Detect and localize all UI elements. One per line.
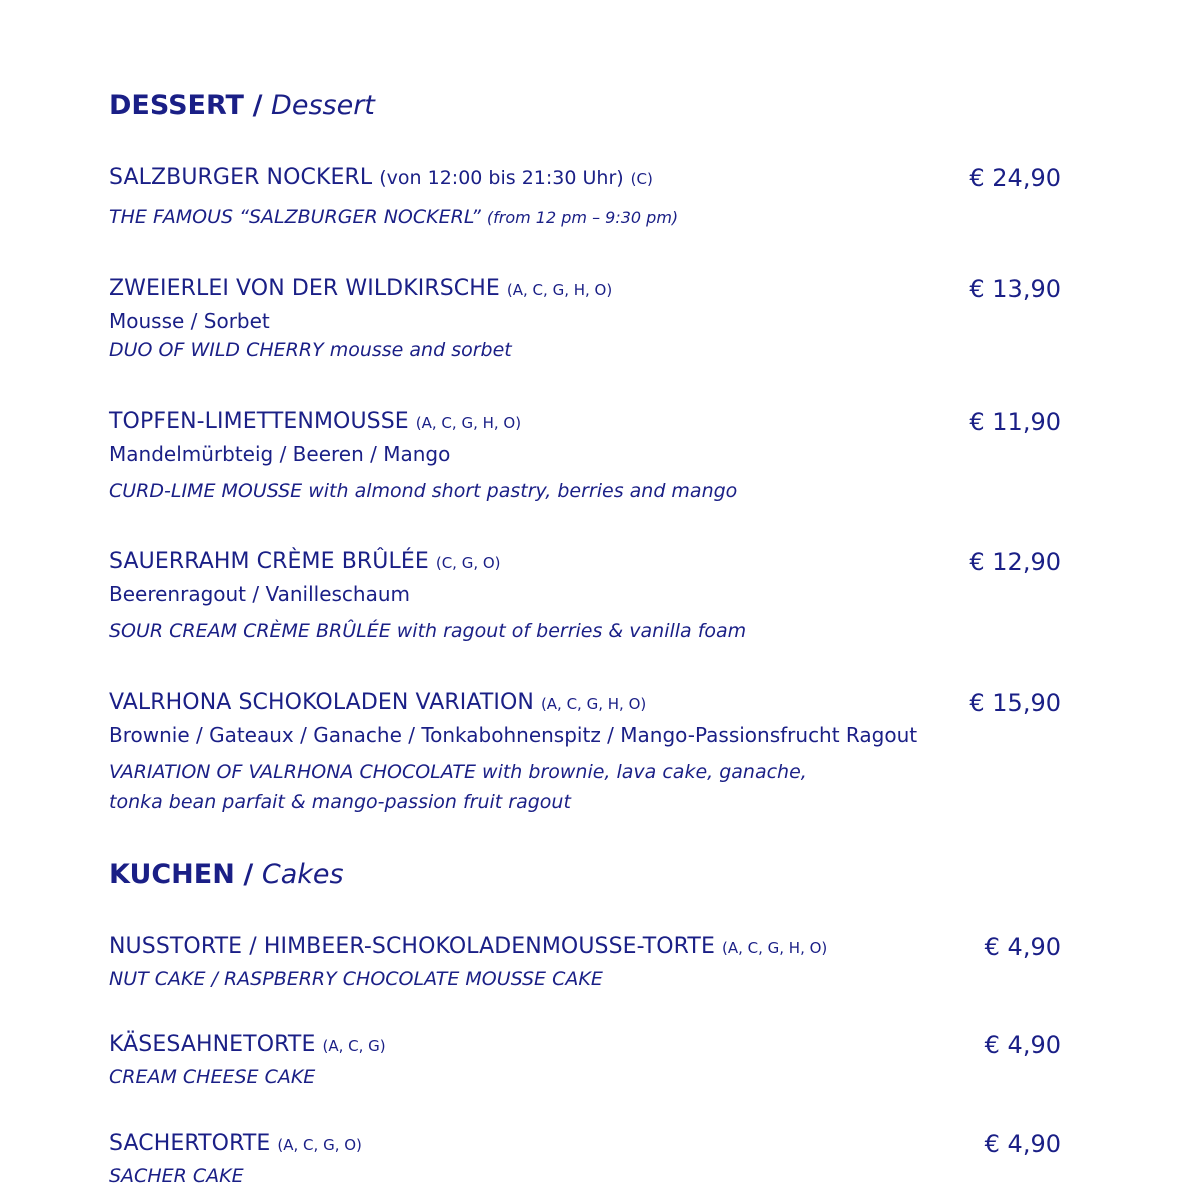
heading-title-en: Dessert xyxy=(271,90,375,121)
item-price: € 4,90 xyxy=(984,1130,1061,1158)
item-english-description: DUO OF WILD CHERRY mousse and sorbet xyxy=(109,339,512,361)
menu-item xyxy=(109,934,1061,992)
item-price: € 15,90 xyxy=(969,689,1061,717)
menu-item xyxy=(109,165,1061,231)
item-allergens: (A, C, G, H, O) xyxy=(540,695,647,713)
item-description: Beerenragout / Vanilleschaum xyxy=(109,582,411,606)
item-description: Brownie / Gateaux / Ganache / Tonkabohnenspitz / Mango-Passionsfrucht Ragout xyxy=(109,723,918,747)
item-allergens: (A, C, G, O) xyxy=(277,1136,362,1154)
item-price: € 4,90 xyxy=(984,1031,1061,1059)
item-name-line xyxy=(109,409,1061,436)
item-english-line xyxy=(109,204,1061,231)
item-english-description: CREAM CHEESE CAKE xyxy=(109,1066,316,1088)
item-english-description: VARIATION OF VALRHONA CHOCOLATE with brownie, lava cake, ganache, xyxy=(109,761,807,783)
item-price: € 13,90 xyxy=(969,275,1061,303)
menu-item xyxy=(109,1131,1061,1189)
heading-title-de: KUCHEN xyxy=(109,859,235,890)
item-price: € 11,90 xyxy=(969,408,1061,436)
menu-item xyxy=(109,409,1061,504)
item-allergens: (A, C, G, H, O) xyxy=(721,939,828,957)
item-english-time: (from 12 pm – 9:30 pm) xyxy=(486,208,679,227)
heading-title-de: DESSERT xyxy=(109,90,244,121)
item-description: Mandelmürbteig / Beeren / Mango xyxy=(109,442,451,466)
item-english-description: SOUR CREAM CRÈME BRÛLÉE with ragout of berries & vanilla foam xyxy=(109,620,747,642)
item-name: TOPFEN-LIMETTENMOUSSE xyxy=(109,409,409,434)
heading-separator: / xyxy=(252,90,263,121)
item-name-line xyxy=(109,1032,1061,1059)
item-english-description: CURD-LIME MOUSSE with almond short pastry, berries and mango xyxy=(109,480,738,502)
item-name: SAUERRAHM CRÈME BRÛLÉE xyxy=(109,549,429,574)
item-name: SACHERTORTE xyxy=(109,1131,271,1156)
section-heading-cakes xyxy=(109,859,344,891)
item-allergens: (A, C, G) xyxy=(322,1037,386,1055)
menu-item xyxy=(109,690,1061,815)
item-name-line xyxy=(109,1131,1061,1158)
item-name-line xyxy=(109,934,1061,961)
item-price: € 4,90 xyxy=(984,933,1061,961)
item-name: VALRHONA SCHOKOLADEN VARIATION xyxy=(109,690,534,715)
item-name: SALZBURGER NOCKERL xyxy=(109,165,373,190)
item-price: € 12,90 xyxy=(969,548,1061,576)
item-name-line xyxy=(109,549,1061,576)
section-heading-dessert xyxy=(109,90,375,122)
item-name: ZWEIERLEI VON DER WILDKIRSCHE xyxy=(109,276,500,301)
menu-item xyxy=(109,276,1061,363)
item-allergens: (A, C, G, H, O) xyxy=(415,414,522,432)
item-english-name: THE FAMOUS “SALZBURGER NOCKERL” xyxy=(109,206,481,228)
menu-item xyxy=(109,549,1061,644)
item-name-line xyxy=(109,165,1061,192)
item-name-line xyxy=(109,690,1061,717)
item-allergens: (A, C, G, H, O) xyxy=(506,281,613,299)
item-english-description-continued: tonka bean parfait & mango-passion fruit ragout xyxy=(109,791,571,813)
item-description: Mousse / Sorbet xyxy=(109,309,270,333)
item-name-line xyxy=(109,276,1061,303)
item-english-description: NUT CAKE / RASPBERRY CHOCOLATE MOUSSE CAKE xyxy=(109,968,603,990)
item-serving-time: (von 12:00 bis 21:30 Uhr) xyxy=(379,167,624,189)
item-name: NUSSTORTE / HIMBEER-SCHOKOLADENMOUSSE-TORTE xyxy=(109,934,715,959)
item-price: € 24,90 xyxy=(969,164,1061,192)
menu-item xyxy=(109,1032,1061,1090)
item-name: KÄSESAHNETORTE xyxy=(109,1032,316,1057)
item-allergens: (C) xyxy=(630,170,653,188)
heading-title-en: Cakes xyxy=(261,859,344,890)
heading-separator: / xyxy=(243,859,254,890)
item-english-description: SACHER CAKE xyxy=(109,1165,244,1187)
item-allergens: (C, G, O) xyxy=(435,554,501,572)
